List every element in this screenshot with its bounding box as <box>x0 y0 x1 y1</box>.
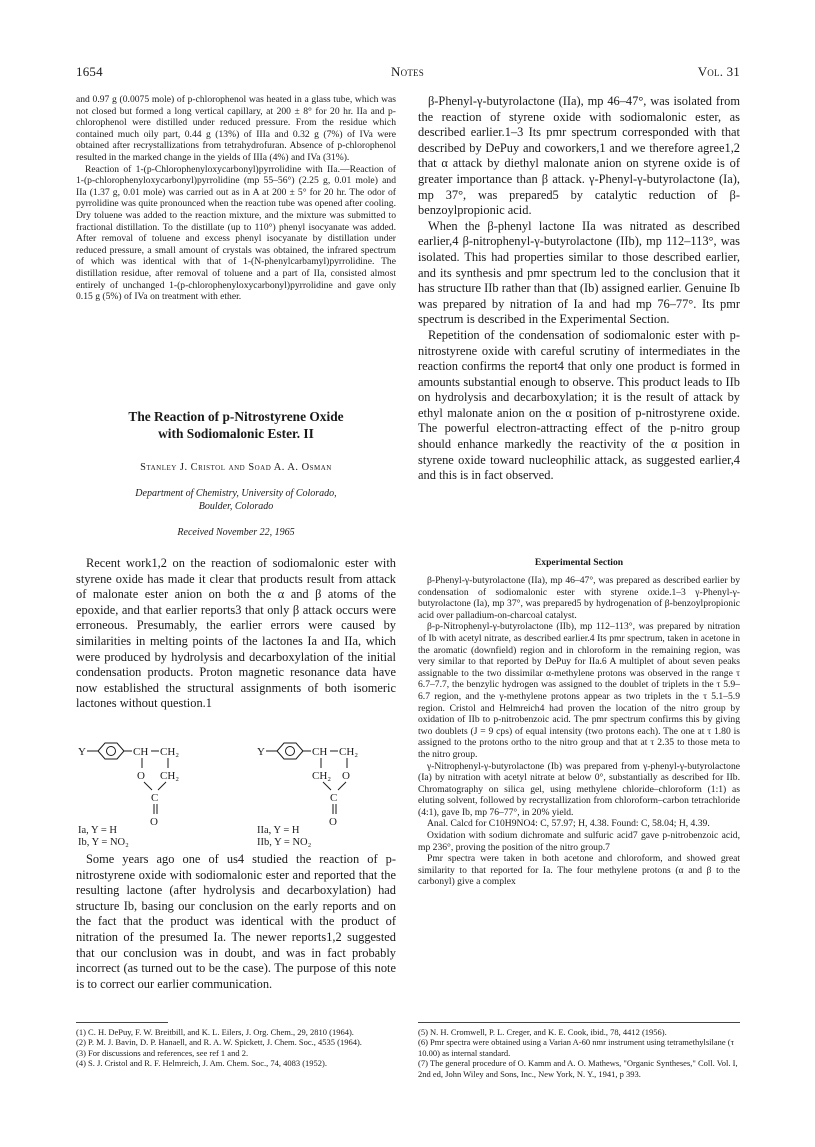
lactone-structure-i <box>78 743 179 848</box>
y-substituent-label: Y <box>257 746 265 758</box>
footnote: (6) Pmr spectra were obtained using a Varian A-60 nmr instrument using tetramethylsilane (τ 10.00) as internal standard. <box>418 1037 735 1058</box>
footnotes-right <box>418 1027 740 1091</box>
page-number: 1654 <box>76 64 103 79</box>
lactone-structures-figure <box>76 738 396 848</box>
article-authors: Stanley J. Cristol and Soad A. A. Osman <box>140 462 332 473</box>
compound-label: Ib, Y = NO₂ <box>78 837 129 848</box>
compound-label: IIa, Y = H <box>257 825 300 836</box>
bond <box>158 782 166 790</box>
ring-ch2-label: CH₂ <box>160 770 180 782</box>
footnote-rule <box>76 1022 168 1023</box>
paragraph: Anal. Calcd for C10H9NO4: C, 57.97; H, 4.38. Found: C, 58.04; H, 4.39. <box>427 818 710 830</box>
footnote: (7) The general procedure of O. Kamm and A. O. Mathews, "Organic Syntheses," Coll. Vol. I, 2nd ed, John Wiley and Sons, Inc., New York, N. Y., 1941, p 393. <box>418 1058 738 1079</box>
paragraph: β-p-Nitrophenyl-γ-butyrolactone (IIb), mp 112–113°, was prepared by nitration of Ib with acetyl nitrate, as described earlier.4 Its pmr spectrum, taken in acetone in the aromatic (downfield) region and in chloroform in the remaining region, was very similar to that reported by DePuy for IIa.6 A multiplet of about seven peaks assignable to the two dissimilar α-methylene protons was observed in the range τ 6.7–7.7, the benzylic hydrogen was assigned to the doublet of triplets in the τ 5.9–6.7 region, and the γ-methylene protons appear as two triplets in the τ 5.1–5.9 region. Cristol and Helmreich4 had proven the location of the nitro group by oxidation of IIb to p-nitrobenzoic acid. The pmr spectrum confirms this by giving two doublets (J = 9 cps) of equal intensity (two protons each). The one at τ 1.80 is assigned to the protons ortho to the nitro group and that at τ 2.35 to those meta to the nitro group. <box>418 621 740 760</box>
affiliation-line: Boulder, Colorado <box>198 500 274 512</box>
paragraph: Some years ago one of us4 studied the reaction of p-nitrostyrene oxide with sodiomalonic ester and reported that the resulting lactone (after hydrolysis and decarboxylation) had structure Ib, basing our conclusion on the early reports and on the fact that the product was identical with the product of nitration of the presumed Ia. The newer reports1,2 suggested that our conclusion was in doubt, and was in fact probably incorrect (as turned out to be the case). The purpose of this note is to correct our earlier communication. <box>76 852 396 991</box>
benzene-ring <box>98 743 124 759</box>
paragraph: When the β-phenyl lactone IIa was nitrated as described earlier,4 β-nitrophenyl-γ-butyrolactone (IIb), mp 112–113°, was isolated. This had properties similar to those described earlier, and its synthesis and pmr spectrum led to the conclusion that it has structure IIb rather than that (Ib) assigned earlier. Genuine Ib was prepared by nitration of Ia and had mp 76–77°. Its pmr spectrum is described in the Experimental Section. <box>418 218 740 327</box>
compound-label: IIb, Y = NO₂ <box>257 837 312 848</box>
paragraph: and 0.97 g (0.0075 mole) of p-chlorophenol was heated in a glass tube, which was not closed but formed a long vertical capillary, at 200 ± 8° for 20 hr. IIa and p-chlorophenol were distilled under reduced pressure. From the residue which contained much oily part, 0.44 g (13%) of IIIa and 0.32 g (7%) of IVa were obtained after recrystallizations from tetrahydrofuran. Absence of p-chlorophenol resulted in the marked change in the yields of IIIa (4%) and IVa (31%). <box>76 94 396 163</box>
ch-group-label: CH <box>312 746 328 758</box>
benzene-ring <box>277 743 303 759</box>
ch-group-label: CH <box>133 746 149 758</box>
y-substituent-label: Y <box>78 746 86 758</box>
experimental-section-text <box>418 575 740 1012</box>
right-column-text <box>418 94 740 546</box>
aromatic-circle <box>286 747 295 756</box>
footnote: (4) S. J. Cristol and R. F. Helmreich, J. Am. Chem. Soc., 74, 4083 (1952). <box>76 1058 328 1069</box>
footnote: (1) C. H. DePuy, F. W. Breitbill, and K. L. Eilers, J. Org. Chem., 29, 2810 (1964). <box>76 1027 354 1037</box>
carbonyl-carbon-label: C <box>330 792 338 804</box>
article-title-line: with Sodiomalonic Ester. II <box>158 426 314 441</box>
paragraph: Repetition of the condensation of sodiomalonic ester with p-nitrostyrene oxide with careful scrutiny of intermediates in the reaction confirms the report4 that only one product is formed in amounts substantial enough to observe. This product leads to IIb on hydrolysis and decarboxylation; it is the result of attack by ethyl malonate anion on the α position of p-nitrostyrene oxide. The powerful electron-attracting effect of the p-nitro group should enhance markedly the reactivity of the α position in styrene oxide toward nucleophilic attack, as suggested earlier,4 and this is in fact observed. <box>418 327 740 483</box>
ch2-group-label: CH₂ <box>160 746 180 758</box>
running-section-title: Notes <box>391 64 424 79</box>
bond <box>323 782 331 790</box>
paragraph: Recent work1,2 on the reaction of sodiomalonic ester with styrene oxide has made it clear that products result from attack of malonate ester anion on both the α and β atoms of the epoxide, and that earlier reports3 that only β attack occurs were erroneous. Presumably, the earlier errors were caused by similarities in melting points of the lactones Ia and IIa, which were produced by hydrolysis and decarboxylation of the initial condensation products. Proton magnetic resonance data have now established the structural assignments of both isomeric lactones without question.1 <box>76 556 396 711</box>
footnotes-left <box>76 1027 396 1089</box>
paragraph: β-Phenyl-γ-butyrolactone (IIa), mp 46–47°, was isolated from the reaction of styrene oxide with sodiomalonic ester, as described earlier.1–3 Its pmr spectrum corresponded with that described by DePuy and coworkers,1 and we therefore agree1,2 that α attack by diethyl malonate anion on styrene oxide is of greater importance than β attack. γ-Phenyl-γ-butyrolactone (Ia), mp 37°, was prepared5 by catalytic reduction of β-benzoylpropionic acid. <box>418 94 740 218</box>
affiliation-line: Department of Chemistry, University of Colorado, <box>135 488 337 499</box>
body-text-continued <box>76 852 396 1012</box>
volume-label: Vol. 31 <box>697 64 740 79</box>
bond <box>144 782 152 790</box>
paragraph: γ-Nitrophenyl-γ-butyrolactone (Ib) was prepared from γ-phenyl-γ-butyrolactone (Ia) by nitration with acetyl nitrate at below 0°, substantially as described for IIb. Chromatography on silica gel, using methylene chloride–chloroform (1:1) as eluting solvent, followed by recrystallization from chloroform–carbon tetrachloride (4:1), gave Ib, mp 76–77°, in 20% yield. <box>418 760 740 818</box>
experimental-section-heading: Experimental Section <box>534 557 624 568</box>
paragraph: Pmr spectra were taken in both acetone and chloroform, and showed great similarity to that reported for Ia. The four methylene protons (α and β to the carbonyl) give a complex <box>418 853 740 888</box>
footnote: (3) For discussions and references, see ref 1 and 2. <box>76 1047 249 1058</box>
paragraph: Oxidation with sodium dichromate and sulfuric acid7 gave p-nitrobenzoic acid, mp 236°, proving the position of the nitro group.7 <box>418 830 740 853</box>
aromatic-circle <box>107 747 116 756</box>
previous-article-continuation <box>76 94 396 384</box>
ring-oxygen-label: O <box>137 770 145 782</box>
compound-label: Ia, Y = H <box>78 825 117 836</box>
lactone-structure-ii <box>257 743 358 848</box>
footnote: (5) N. H. Cromwell, P. L. Creger, and K. E. Cook, ibid., 78, 4412 (1956). <box>418 1027 667 1037</box>
article-title-line: The Reaction of p-Nitrostyrene Oxide <box>128 409 344 424</box>
author-affiliation <box>76 488 396 513</box>
footnote-rule <box>418 1022 740 1023</box>
carbonyl-oxygen-label: O <box>150 816 158 828</box>
paragraph: β-Phenyl-γ-butyrolactone (IIa), mp 46–47°, was prepared as described earlier by condensation of sodiomalonic ester with styrene oxide.1–3 γ-Phenyl-γ-butyrolactone (Ia), mp 37°, was prepared5 by hydrogenation of β-benzoylpropionic acid over palladium-on-charcoal catalyst. <box>418 575 740 621</box>
ch2-group-label: CH₂ <box>339 746 359 758</box>
carbonyl-oxygen-label: O <box>329 816 337 828</box>
paragraph: Reaction of 1-(p-Chlorophenyloxycarbonyl)pyrrolidine with IIa.—Reaction of 1-(p-chlorophenyloxycarbonyl)pyrrolidine (mp 55–56°) (2.25 g, 0.01 mole) and IIa (1.37 g, 0.01 mole) was carried out as in A at 200 ± 5° for 20 hr. The odor of pyrrolidine was quite pronounced when the reaction tube was opened after cooling. Dry toluene was added to the reaction mixture, and the mixture was submitted to fractional distillation. To the distillate (up to 110°) phenyl isocyanate was added. After removal of toluene and excess phenyl isocyanate by distillation under reduced pressure, a small amount of crystals was obtained, the infrared spectrum of which was identical with that of 1-(N-phenylcarbamyl)pyrrolidine. The distillation residue, after removal of toluene and a part of IIa, consisted almost entirely of unchanged 1-(p-chlorophenyloxycarbonyl)pyrrolidine and gave only 0.15 g (5%) of IVa on treatment with ether. <box>76 163 396 303</box>
intro-text <box>76 556 396 730</box>
ring-oxygen-label: O <box>342 770 350 782</box>
ring-ch2-label: CH₂ <box>312 770 332 782</box>
footnote: (2) P. M. J. Bavin, D. P. Hanaell, and R. A. W. Spickett, J. Chem. Soc., 4535 (1964). <box>76 1037 362 1048</box>
article-title <box>76 408 396 442</box>
bond <box>338 782 346 790</box>
carbonyl-carbon-label: C <box>151 792 159 804</box>
received-date: Received November 22, 1965 <box>177 527 295 538</box>
